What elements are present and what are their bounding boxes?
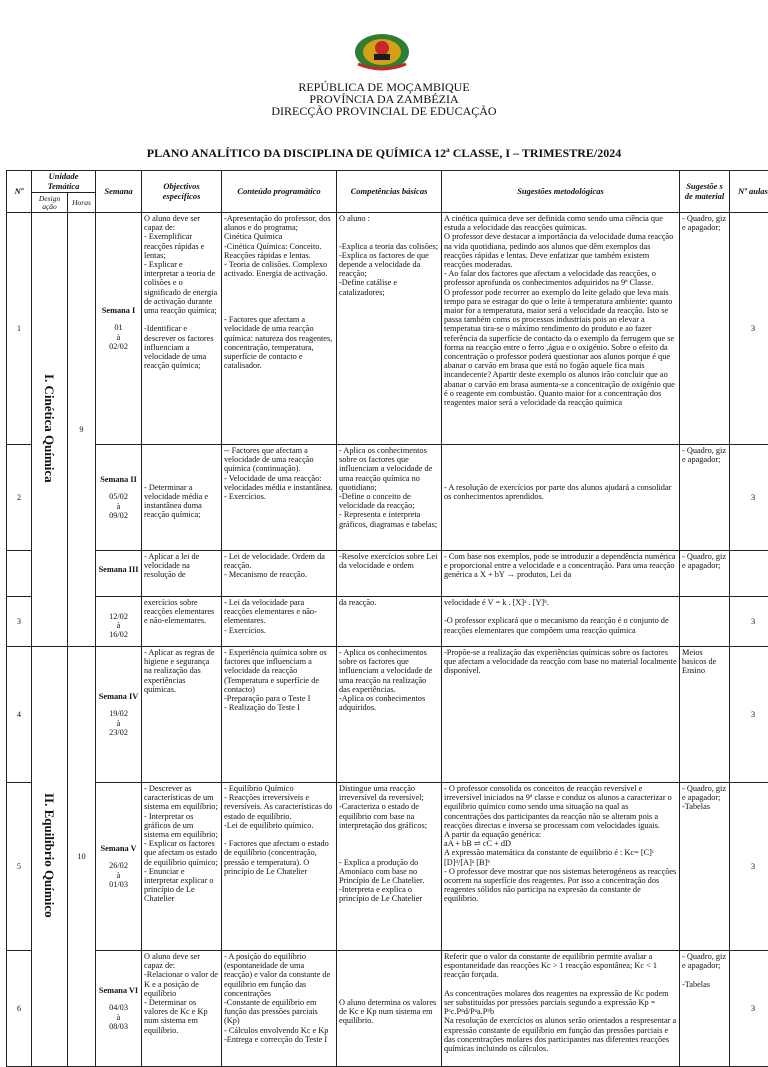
table-row	[7, 213, 768, 445]
col-header-content: Conteúdo programático	[222, 171, 337, 213]
col-header-lessons: Nº aulas	[730, 171, 768, 213]
content-cell: - Lei da velocidade para reacções elementares e não-elementares. - Exercícios.	[222, 597, 337, 647]
objectives-cell: O aluno deve ser capaz de: -Relacionar o valor de K e a posição de equilíbrio - Determinar os valores de Kc e Kp num sistema em equilíbrio.	[142, 951, 222, 1067]
analytic-plan-table	[6, 170, 768, 1067]
content-cell: -- Factores que afectam a velocidade de uma reacção química (continuação). - Velocidade de uma reacção: velocidades média e instantânea. - Exercícios.	[222, 445, 337, 551]
week-dates: 01 à 02/02	[98, 323, 139, 351]
week-cell	[96, 213, 142, 445]
row-number: 5	[7, 783, 32, 951]
national-emblem-icon	[352, 28, 412, 72]
objectives-cell: exercícios sobre reacções elementares e não-elementares.	[142, 597, 222, 647]
content-cell: - Experiência química sobre os factores que influenciam a velocidade da reacção (Temperatura e superfície de contacto) -Preparação para o Teste I - Realização do Teste I	[222, 647, 337, 783]
table-row	[7, 551, 768, 597]
material-cell	[680, 597, 730, 647]
week-cell	[96, 951, 142, 1067]
lessons-cell	[730, 551, 768, 597]
unit-title: I. Cinética Química	[45, 374, 54, 483]
suggestions-cell: A cinética química deve ser definida como sendo uma ciência que estuda a velocidade das reacções químicas. O professor deve destacar a importância da velocidade duma reacção na vida quotidiana, pedindo aos alunos que dêm exemplos das reacções rápidas e lentas. Deve enfatizar que também existem reacções moderadas. - Ao falar dos factores que afectam a velocidade das reacções, o professor aprofunda os conhecimentos adquiridos na 9ª Classe. O professor pode recorrer ao exemplo do leite gelado que leva mais tempo para se estragar do que o leite à temperatura ambiente: quanto maior for a temperatura, maior será a velocidade da reacção. Isto se passa também coms os processos industriais pois ao elevar a temperatua tira-se o máximo rendimento do produto e ao fazer referência da superfície de contacto da o exemplo da ferrugem que se forma na reacção entre o ferro ,água e o oxigénio. Sobre o efeito da concentração o professor poderá questionar aos alunos porque é que abanar o carvão em brasa que está no fogão aquele fica mais incandecente? Apartir deste exemplo os alunos irão concluir que ao abanar o carvão em brasa aumenta-se a concentração de oxigénio que é o reagente em combustão. Quanto maior for a concentração dos reagentes maior será a velocidade da reacção química	[442, 213, 680, 445]
competences-cell: da reacção.	[337, 597, 442, 647]
col-header-suggestions: Sugestões metodológicas	[442, 171, 680, 213]
material-cell: Meios basicos de Ensino	[680, 647, 730, 783]
unit-hours: 10	[68, 647, 96, 1067]
lessons-cell: 3	[730, 951, 768, 1067]
row-number: 1	[7, 213, 32, 445]
table-row	[7, 647, 768, 783]
suggestions-cell: - O professor consolida os conceitos de reacção reversível e irreversível iniciados na 9ª classe e conduz os alunos a caracterizar o equilíbrio químico como sendo uma situação na qual as concentrações dos participantes da reacção não se alteram pois a reacções directas e inversa se processam com velocidades iguais. A partir da equação genérica: aA + bB ⇌ cC + dD A expressão matemática da constante de equilíbrio é : Kc= [C]ᶜ [D]ᵈ/[A]ᵃ [B]ᵇ - O professor deve mostrar que nos sistemas heterogéneos as reacções ocorrem na superfície dos reagentes. Por isso a concentração dos reagentes sólidos não participa na expresão da constante de equilíbrio.	[442, 783, 680, 951]
row-number	[7, 551, 32, 597]
objectives-cell: - Aplicar as regras de higiene e segurança na realização das experiências químicas.	[142, 647, 222, 783]
material-cell: - Quadro, giz e apagador;	[680, 551, 730, 597]
lessons-cell: 3	[730, 647, 768, 783]
week-label: Semana III	[98, 565, 139, 574]
content-cell: - A posição do equilíbrio (espontaneidade de uma reacção) e valor da constante de equilíbrio em função das concentrações -Constante de equilíbrio em função das pressões parciais (Kp) - Cálculos envolvendo Kc e Kp -Entrega e correcção do Teste I	[222, 951, 337, 1067]
week-label: Semana IV	[98, 692, 139, 701]
week-cell	[96, 783, 142, 951]
week-label: Semana I	[98, 306, 139, 315]
lessons-cell: 3	[730, 783, 768, 951]
week-dates: 12/02 à 16/02	[98, 612, 139, 640]
material-cell: - Quadro, giz e apagador; -Tabelas	[680, 783, 730, 951]
competences-cell: - Aplica os conhecimentos sobre os factores que influenciam a velocidade de uma reacção na realização das experiências. -Aplica os conhecimentos adquiridos.	[337, 647, 442, 783]
col-header-unit: Unidade Temática	[32, 171, 96, 193]
document-title: PLANO ANALÍTICO DA DISCIPLINA DE QUÍMICA 12ª CLASSE, I – TRIMESTRE/2024	[0, 146, 768, 161]
col-header-num: Nº	[7, 171, 32, 213]
suggestions-cell: - Com base nos exemplos, pode se introduzir a dependência numérica e proporcional entre a velocidade e a concentração. Para uma reacção genérica a X + bY → produtos, Lei da	[442, 551, 680, 597]
lessons-cell: 3	[730, 213, 768, 445]
lessons-cell: 3	[730, 445, 768, 551]
unit-name	[32, 647, 68, 1067]
unit-hours: 9	[68, 213, 96, 647]
table-row	[7, 951, 768, 1067]
competences-cell: O aluno : -Explica a teoria das colisões; -Explica os factores de que depende a velocidade da reacção; -Define catálise e catalizadores;	[337, 213, 442, 445]
material-cell: - Quadro, giz e apagador;	[680, 213, 730, 445]
lessons-cell: 3	[730, 597, 768, 647]
header-province: PROVÍNCIA DA ZAMBÉZIA	[0, 93, 768, 105]
row-number: 2	[7, 445, 32, 551]
suggestions-cell: Referir que o valor da constante de equilíbrio permite avaliar a espontaneidade das reacções Kc > 1 reacção espontânea; Kc < 1 reacção forçada. As concentrações molares dos reagentes na expressão de Kc podem ser substituídas por pressões parciais segundo a expressão Kp = Pᶜc.Pᵈd/Pᵃa.Pᵇb Na resolução de exercícios os alunos serão orientados a respresentar a expressão constante de equilíbrio em função das pressões parciais e das concentrações molares dos participantes nas diferentes reacções químicas incluindo os cálculos.	[442, 951, 680, 1067]
week-dates: 19/02 à 23/02	[98, 709, 139, 737]
objectives-cell: - Aplicar a lei de velocidade na resolução de	[142, 551, 222, 597]
unit-title: II. Equilíbrio Químico	[45, 793, 54, 918]
content-cell: -Apresentação do professor, dos alunos e do programa; Cinética Química -Cinética Química: Conceito. Reacções rápidas e lentas. - Teoria de colisões. Complexo activado. Energia de activação. - Factores que afectam a velocidade de uma reacção química: natureza dos reagentes, concentração, temperatura, superfície de contacto e catalisador.	[222, 213, 337, 445]
table-row	[7, 597, 768, 647]
competences-cell: Distingue uma reacção irreversível da reversível; -Caracteriza o estado de equilíbrio com base na interpretação dos gráficos; - Explica a produção do Amoníaco com base no Princípio de Le Chatelier. -Interpreta e explica o princípio de Le Chatelier	[337, 783, 442, 951]
unit-name	[32, 213, 68, 647]
col-header-objectives: Objectivos específicos	[142, 171, 222, 213]
competences-cell: -Resolve exercícios sobre Lei da velocidade e ordem	[337, 551, 442, 597]
table-row	[7, 445, 768, 551]
suggestions-cell: -Propõe-se a realização das experiências químicas sobre os factores que afectam a velocidade da reacção com base no material localmente disponível.	[442, 647, 680, 783]
objectives-cell: O aluno deve ser capaz de: - Exemplificar reacções rápidas e lentas; - Explicar e interpretar a teoria de colisões e o significado de energia de activação durante uma reacção química; -Identificar e descrever os factores influenciam a velocidade de uma reacção química;	[142, 213, 222, 445]
week-dates: 05/02 à 09/02	[98, 492, 139, 520]
col-header-week: Semana	[96, 171, 142, 213]
week-cell	[96, 647, 142, 783]
header-republic: REPÚBLICA DE MOÇAMBIQUE	[0, 81, 768, 93]
week-label: Semana VI	[98, 986, 139, 995]
row-number: 6	[7, 951, 32, 1067]
col-header-material: Sugestõe s de material	[680, 171, 730, 213]
row-number: 4	[7, 647, 32, 783]
suggestions-cell: - A resolução de exercícios por parte dos alunos ajudará a consolidar os conhecimentos aprendidos.	[442, 445, 680, 551]
week-cell	[96, 551, 142, 597]
col-header-hours: Horas	[68, 193, 96, 213]
col-header-competences: Competências básicas	[337, 171, 442, 213]
content-cell: - Equilíbrio Químico - Reacções irreversíveis e reversíveis. As características do estado de equilíbrio. -Lei de equilíbrio químico. - Factores que afectam o estado de equilíbrio (concentração, pressão e temperatura). O princípio de Le Chatelier	[222, 783, 337, 951]
competences-cell: - Aplica os conhecimentos sobre os factores que influenciam a velocidade de uma reacção química no quotidiano; -Define o conceito de velocidade da reacção; - Representa e interpreta gráficos, diagramas e tabelas;	[337, 445, 442, 551]
objectives-cell: - Determinar a velocidade média e instantânea duma reacção química;	[142, 445, 222, 551]
suggestions-cell: velocidade é V = k . [X]ᵃ . [Y]ᵇ. -O professor explicará que o mecanismo da reacção é o conjunto de reacções elementares que compõem uma reacção química	[442, 597, 680, 647]
competences-cell: O aluno determina os valores de Kc e Kp num sistema em equilíbrio.	[337, 951, 442, 1067]
week-cell	[96, 597, 142, 647]
material-cell: - Quadro, giz e apagador;	[680, 445, 730, 551]
col-header-design: Design ação	[32, 193, 68, 213]
week-dates: 04/03 à 08/03	[98, 1003, 139, 1031]
week-dates: 26/02 à 01/03	[98, 861, 139, 889]
material-cell: - Quadro, giz e apagador; -Tabelas	[680, 951, 730, 1067]
row-number: 3	[7, 597, 32, 647]
content-cell: - Lei de velocidade. Ordem da reacção. - Mecanismo de reacção.	[222, 551, 337, 597]
objectives-cell: - Descrever as características de um sistema em equilíbrio; - Interpretar os gráficos de um sistema em equilíbrio; - Explicar os factores que afectam os estado de equilíbrio químico; - Enunciar e interpretar explicar o princípio de Le Chatelier	[142, 783, 222, 951]
week-label: Semana II	[98, 475, 139, 484]
week-cell	[96, 445, 142, 551]
header-directorate: DIRECÇÃO PROVINCIAL DE EDUCAÇÃO	[0, 105, 768, 117]
week-label: Semana V	[98, 844, 139, 853]
table-row	[7, 783, 768, 951]
